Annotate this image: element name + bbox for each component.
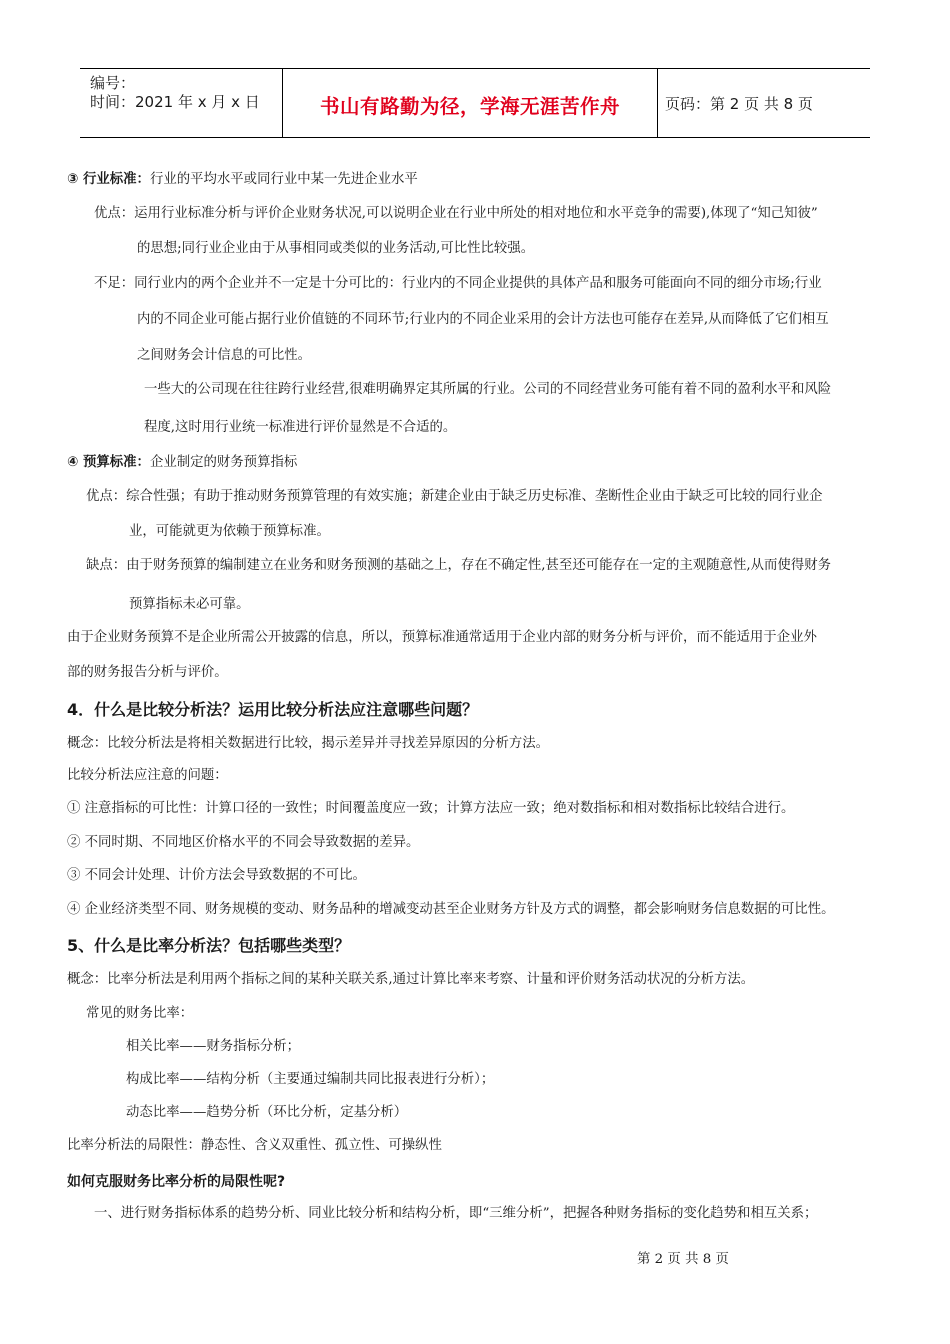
q4-concept: 概念：比较分析法是将相关数据进行比较，揭示差异并寻找差异原因的分析方法。 bbox=[67, 736, 550, 751]
industry-standard-definition: 行业的平均水平或同行业中某一先进企业水平 bbox=[149, 172, 418, 187]
q5-concept: 概念：比率分析法是利用两个指标之间的某种关联关系,通过计算比率来考察、计量和评价财务活动状况的分析方法。 bbox=[67, 972, 755, 987]
budget-advantage-line-2: 业，可能就更为依赖于预算标准。 bbox=[129, 524, 330, 539]
q5-overcome-1: 一、进行财务指标体系的趋势分析、同业比较分析和结构分析，即“三维分析”，把握各种财务指标的变化趋势和相互关系； bbox=[94, 1206, 818, 1221]
budget-shortcoming-line-1: 缺点：由于财务预算的编制建立在业务和财务预测的基础之上，存在不确定性,甚至还可能存在一定的主观随意性,从而使得财务 bbox=[86, 558, 831, 573]
q4-item-3: ③ 不同会计处理、计价方法会导致数据的不可比。 bbox=[67, 868, 366, 883]
header-info-cell bbox=[80, 69, 283, 137]
budget-standard-heading bbox=[67, 454, 297, 472]
industry-advantage-line-1: 优点：运用行业标准分析与评价企业财务状况,可以说明企业在行业中所处的相对地位和水平竞争的需要),体现了“知己知彼” bbox=[94, 206, 818, 221]
industry-shortcoming-line-1: 不足：同行业内的两个企业并不一定是十分可比的：行业内的不同企业提供的具体产品和服务可能面向不同的细分市场;行业 bbox=[94, 276, 822, 291]
page-header bbox=[80, 68, 870, 138]
q5-ratio-2: 构成比率——结构分析（主要通过编制共同比报表进行分析）； bbox=[126, 1072, 495, 1087]
industry-advantage-line-2: 的思想;同行业企业由于从事相同或类似的业务活动,可比性比较强。 bbox=[137, 241, 535, 256]
q4-item-2: ② 不同时期、不同地区价格水平的不同会导致数据的差异。 bbox=[67, 835, 420, 850]
header-page-cell bbox=[659, 69, 870, 137]
budget-note-line-1: 由于企业财务预算不是企业所需公开披露的信息，所以，预算标准通常适用于企业内部的财务分析与评价，而不能适用于企业外 bbox=[67, 630, 817, 645]
motto: 书山有路勤为径，学海无涯苦作舟 bbox=[319, 95, 620, 118]
industry-note-line-1: 一些大的公司现在往往跨行业经营,很难明确界定其所属的行业。公司的不同经营业务可能有着不同的盈利水平和风险 bbox=[144, 382, 832, 397]
budget-standard-definition: 企业制定的财务预算指标 bbox=[149, 455, 298, 470]
industry-note-line-2: 程度,这时用行业统一标准进行评价显然是不合适的。 bbox=[144, 420, 457, 435]
industry-shortcoming-line-3: 之间财务会计信息的可比性。 bbox=[137, 348, 312, 363]
industry-shortcoming-line-2: 内的不同企业可能占据行业价值链的不同环节;行业内的不同企业采用的会计方法也可能存在差异,从而降低了它们相互 bbox=[137, 312, 829, 327]
date-line: 时间：2021 年 x 月 x 日 bbox=[90, 93, 260, 111]
page-code: 页码：第 2 页 共 8 页 bbox=[665, 95, 813, 113]
q4-item-4: ④ 企业经济类型不同、财务规模的变动、财务品种的增减变动甚至企业财务方针及方式的调整，都会影响财务信息数据的可比性。 bbox=[67, 902, 835, 917]
q5-common-ratios: 常见的财务比率： bbox=[86, 1006, 194, 1021]
q5-ratio-3: 动态比率——趋势分析（环比分析，定基分析） bbox=[126, 1105, 408, 1120]
q4-item-1: ① 注意指标的可比性：计算口径的一致性；时间覆盖度应一致；计算方法应一致；绝对数指标和相对数指标比较结合进行。 bbox=[67, 801, 795, 816]
budget-standard-label: ④ 预算标准： bbox=[67, 455, 150, 470]
number-label: 编号： bbox=[90, 74, 136, 92]
question-5-title: 5、什么是比率分析法？包括哪些类型？ bbox=[67, 936, 351, 955]
q5-limitations: 比率分析法的局限性：静态性、含义双重性、孤立性、可操纵性 bbox=[67, 1138, 442, 1153]
budget-note-line-2: 部的财务报告分析与评价。 bbox=[67, 665, 228, 680]
q4-intro: 比较分析法应注意的问题： bbox=[67, 768, 228, 783]
industry-standard-label: ③ 行业标准： bbox=[67, 172, 150, 187]
q5-overcome-question: 如何克服财务比率分析的局限性呢? bbox=[67, 1174, 286, 1190]
q5-ratio-1: 相关比率——财务指标分析； bbox=[126, 1039, 301, 1054]
budget-shortcoming-line-2: 预算指标未必可靠。 bbox=[129, 597, 250, 612]
header-motto-cell bbox=[283, 69, 658, 137]
budget-advantage-line-1: 优点：综合性强；有助于推动财务预算管理的有效实施；新建企业由于缺乏历史标准、垄断性企业由于缺乏可比较的同行业企 bbox=[86, 489, 823, 504]
question-4-title: 4．什么是比较分析法？运用比较分析法应注意哪些问题？ bbox=[67, 700, 479, 719]
page-footer: 第 2 页 共 8 页 bbox=[637, 1252, 729, 1267]
industry-standard-heading bbox=[67, 171, 418, 189]
